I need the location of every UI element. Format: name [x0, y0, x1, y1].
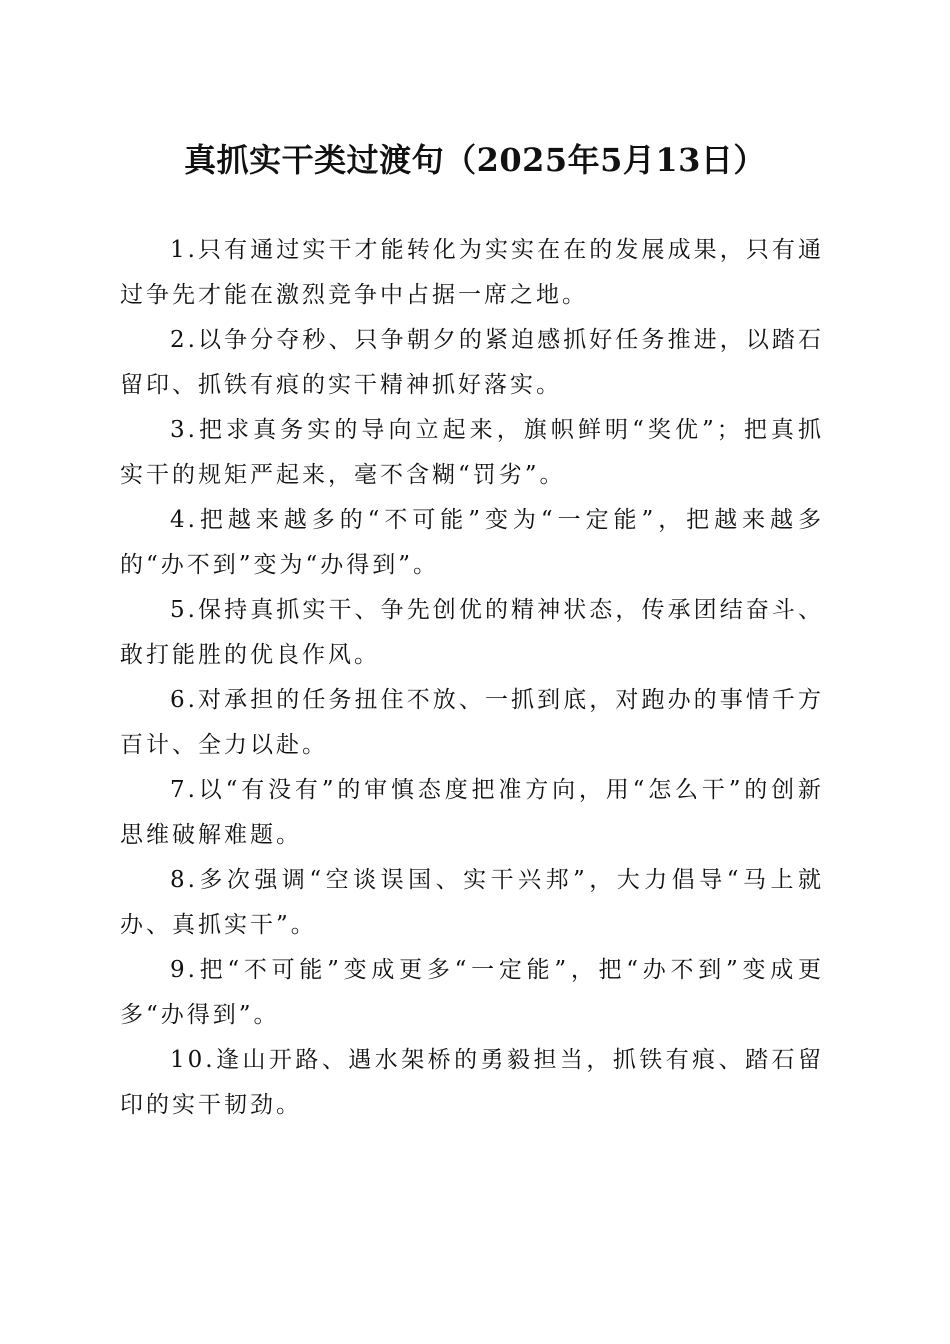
paragraph-9: 9.把“不可能”变成更多“一定能”，把“办不到”变成更多“办得到”。: [120, 957, 824, 1028]
document-body: [120, 228, 824, 1128]
document-title: 真抓实干类过渡句（2025年5月13日）: [184, 141, 766, 179]
paragraph-6: 6.对承担的任务扭住不放、一抓到底，对跑办的事情千方百计、全力以赴。: [120, 687, 824, 758]
paragraph-2: 2.以争分夺秒、只争朝夕的紧迫感抓好任务推进，以踏石留印、抓铁有痕的实干精神抓好落实。: [120, 327, 824, 398]
paragraph-8: 8.多次强调“空谈误国、实干兴邦”，大力倡导“马上就办、真抓实干”。: [120, 867, 824, 938]
paragraph-3: 3.把求真务实的导向立起来，旗帜鲜明“奖优”；把真抓实干的规矩严起来，毫不含糊“罚劣”。: [120, 417, 824, 488]
paragraph-10: 10.逢山开路、遇水架桥的勇毅担当，抓铁有痕、踏石留印的实干韧劲。: [120, 1047, 824, 1118]
paragraph-7: 7.以“有没有”的审慎态度把准方向，用“怎么干”的创新思维破解难题。: [120, 777, 824, 848]
paragraph-1: 1.只有通过实干才能转化为实实在在的发展成果，只有通过争先才能在激烈竞争中占据一席之地。: [120, 237, 824, 308]
paragraph-5: 5.保持真抓实干、争先创优的精神状态，传承团结奋斗、敢打能胜的优良作风。: [120, 597, 824, 668]
paragraph-4: 4.把越来越多的“不可能”变为“一定能”，把越来越多的“办不到”变为“办得到”。: [120, 507, 824, 578]
